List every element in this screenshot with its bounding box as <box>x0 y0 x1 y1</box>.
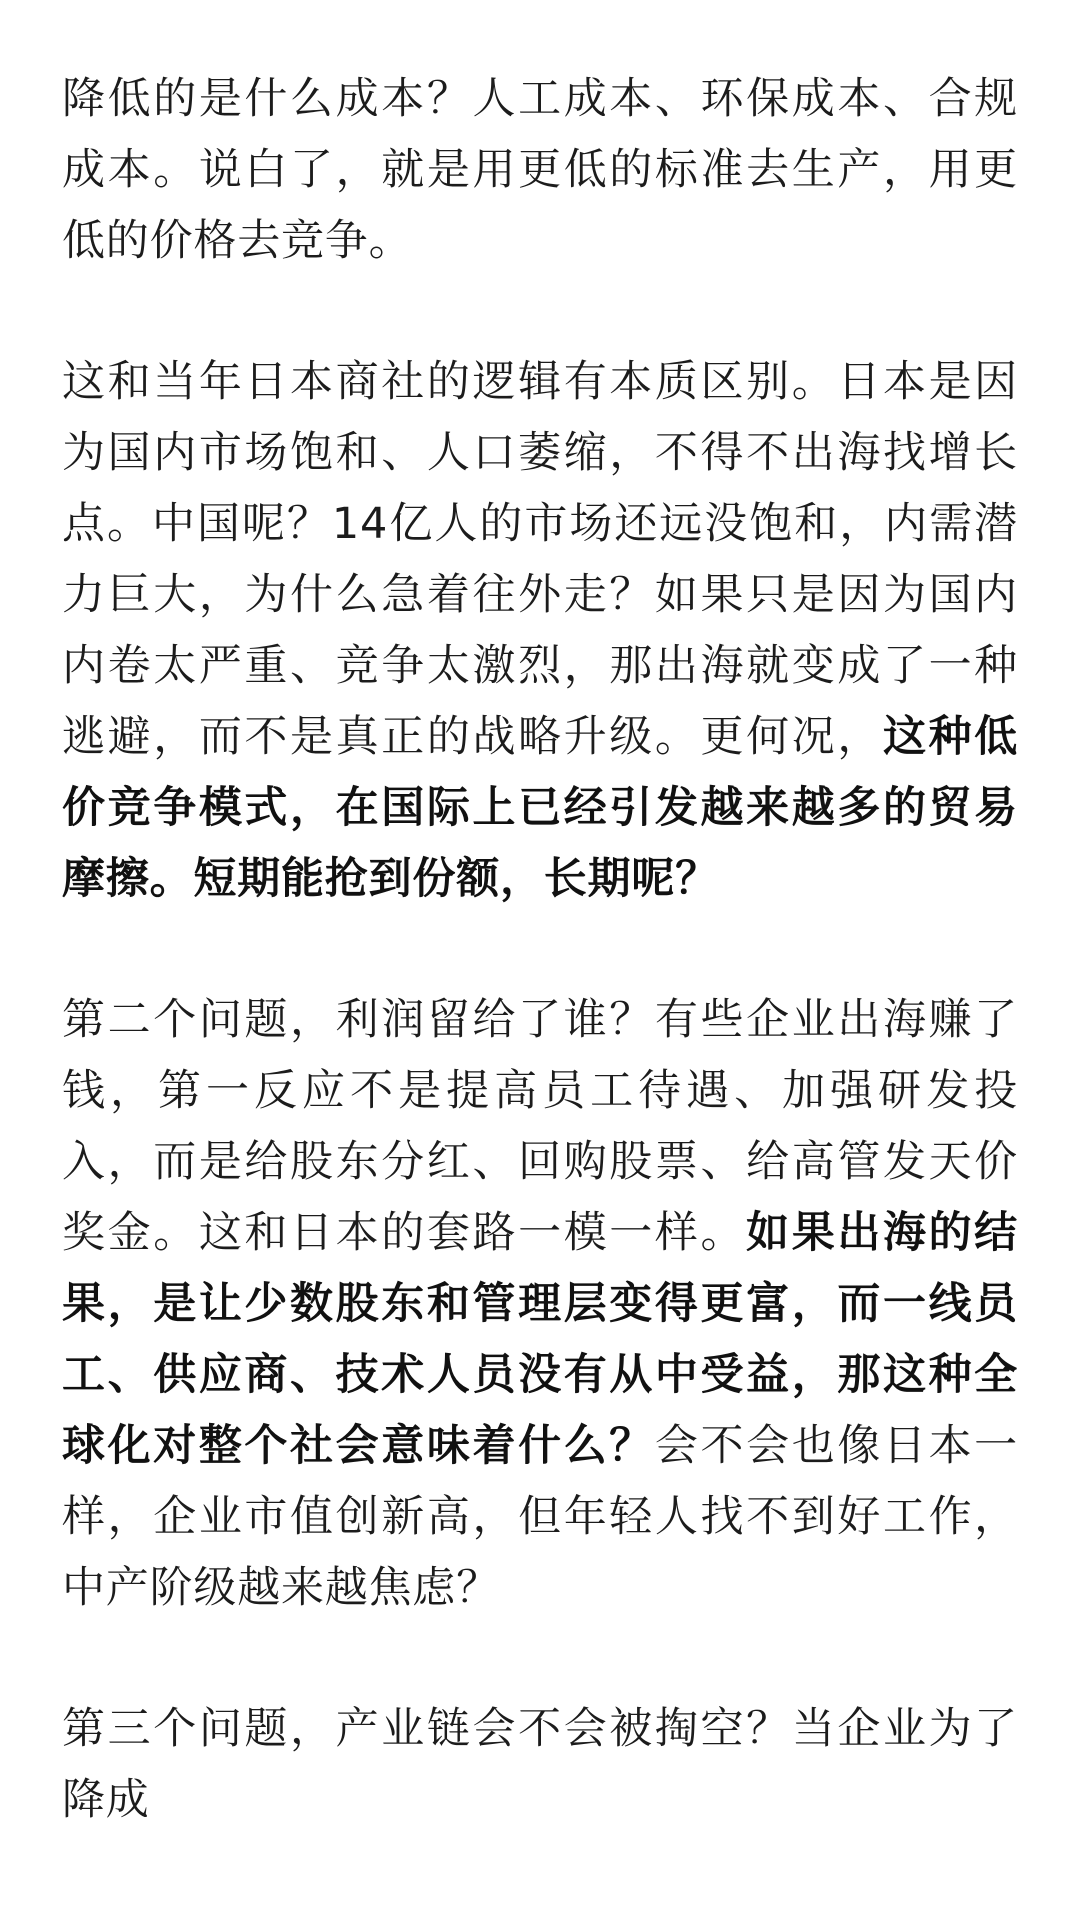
bold-text-run: 这种低价竞争模式，在国际上已经引发越来越多的贸易摩擦。短期能抢到份额，长期呢？ <box>62 712 1018 904</box>
paragraph-cost <box>62 64 1018 277</box>
text-run: 会不会也像日本一样，企业市值创新高，但年轻人找不到好工作，中产阶级越来越焦虑？ <box>62 1421 1018 1613</box>
text-run: 第二个问题，利润留给了谁？有些企业出海赚了钱，第一反应不是提高员工待遇、加强研发投入，而是给股东分红、回购股票、给高管发天价奖金。这和日本的套路一模一样。 <box>62 995 1018 1258</box>
paragraph-supply-chain-question <box>62 1694 1018 1836</box>
paragraph-profit-question <box>62 985 1018 1624</box>
bold-text-run: 如果出海的结果，是让少数股东和管理层变得更富，而一线员工、供应商、技术人员没有从中受益，那这种全球化对整个社会意味着什么？ <box>62 1208 1018 1471</box>
paragraph-japan-comparison <box>62 347 1018 915</box>
article-body <box>62 64 1018 1906</box>
text-run: 降低的是什么成本？人工成本、环保成本、合规成本。说白了，就是用更低的标准去生产，用更低的价格去竞争。 <box>62 74 1018 266</box>
text-run: 这和当年日本商社的逻辑有本质区别。日本是因为国内市场饱和、人口萎缩，不得不出海找增长点。中国呢？14亿人的市场还远没饱和，内需潜力巨大，为什么急着往外走？如果只是因为国内内卷太严重、竞争太激烈，那出海就变成了一种逃避，而不是真正的战略升级。更何况， <box>62 357 1018 762</box>
text-run: 第三个问题，产业链会不会被掏空？当企业为了降成 <box>62 1704 1018 1825</box>
